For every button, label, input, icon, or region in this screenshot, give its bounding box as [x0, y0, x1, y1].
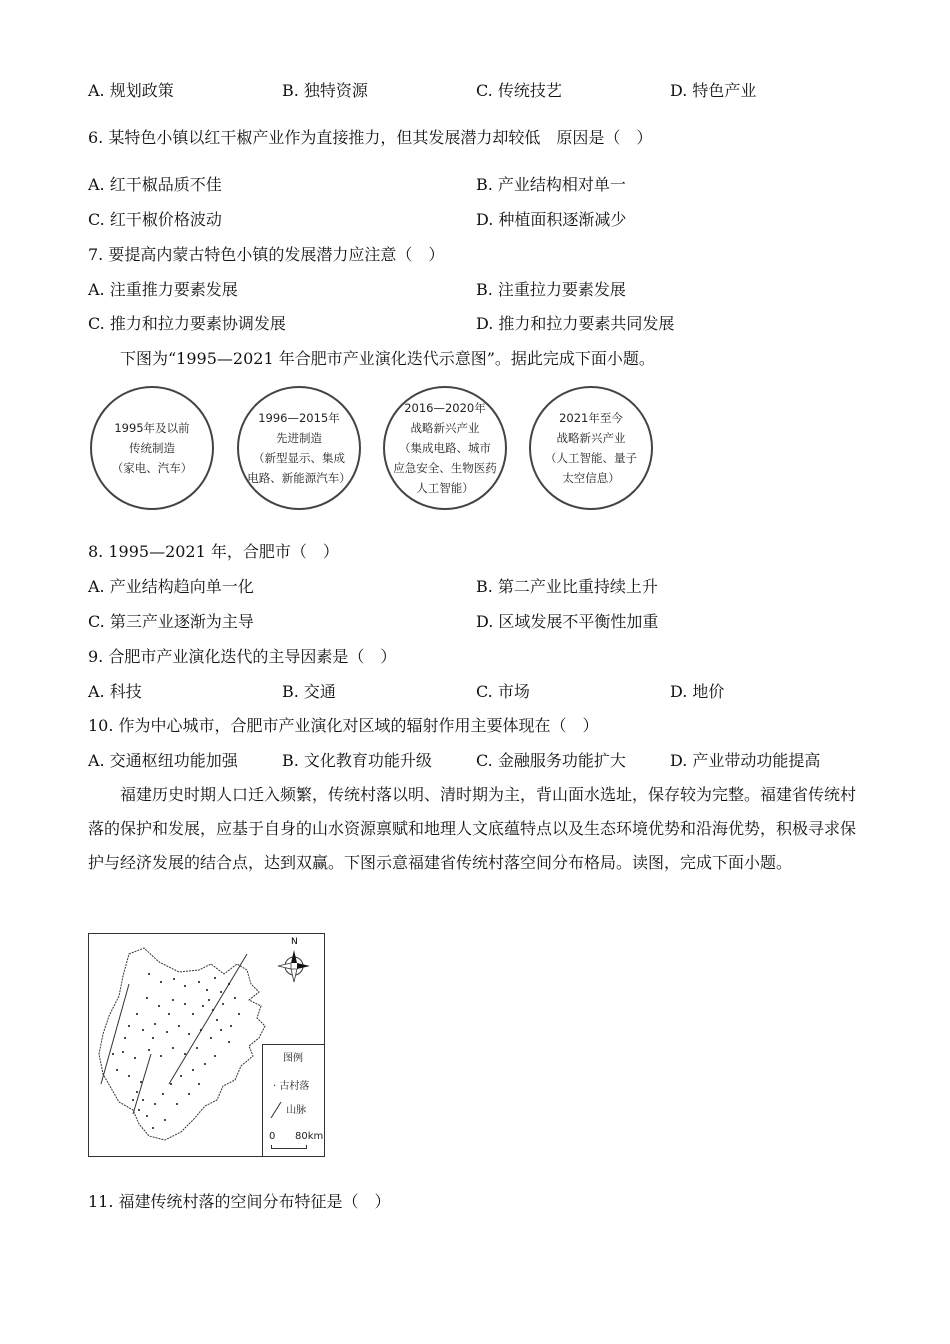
- mountain-line-1: [101, 984, 129, 1084]
- circle-4-line-4: 太空信息）: [562, 471, 620, 485]
- scale-zero: 0: [269, 1131, 276, 1142]
- legend-mountain-label: 山脉: [286, 1105, 307, 1116]
- mountain-line-3: [133, 1054, 151, 1114]
- q7-option-c: C. 推力和拉力要素协调发展: [88, 314, 286, 333]
- map-legend: [262, 1044, 324, 1156]
- q10-option-a: A. 交通枢纽功能加强: [88, 751, 238, 770]
- q10-option-b: B. 文化教育功能升级: [282, 751, 432, 770]
- q9-option-d: D. 地价: [670, 682, 725, 701]
- village-dot-icon: ·: [273, 1081, 277, 1092]
- legend-mountain-row: [269, 1101, 306, 1119]
- legend-village-row: [273, 1077, 309, 1092]
- circle-3-line-5: 人工智能）: [416, 481, 474, 495]
- q8-option-c: C. 第三产业逐渐为主导: [88, 612, 254, 631]
- q6-option-d: D. 种植面积逐渐减少: [476, 210, 627, 229]
- q7-option-b: B. 注重拉力要素发展: [476, 280, 626, 299]
- q7-option-d: D. 推力和拉力要素共同发展: [476, 314, 675, 333]
- stage-circle-2: [237, 386, 361, 510]
- circle-1-line-1: 1995年及以前: [114, 421, 190, 435]
- north-arrow: [278, 950, 310, 982]
- q11-stem: 11. 福建传统村落的空间分布特征是（ ）: [88, 1192, 391, 1211]
- q8-option-d: D. 区域发展不平衡性加重: [476, 612, 659, 631]
- mountain-line-2: [169, 954, 247, 1084]
- circle-4-line-1: 2021年至今: [559, 411, 623, 425]
- q7-stem: 7. 要提高内蒙古特色小镇的发展潜力应注意（ ）: [88, 245, 445, 264]
- q10-option-d: D. 产业带动功能提高: [670, 751, 821, 770]
- q9-option-a: A. 科技: [88, 682, 142, 701]
- q5-option-b: B. 独特资源: [282, 81, 368, 100]
- circle-4-line-2: 战略新兴产业: [556, 431, 626, 445]
- scale-max: 80km: [295, 1131, 324, 1142]
- q8-option-b: B. 第二产业比重持续上升: [476, 577, 658, 596]
- circle-2-line-3: （新型显示、集成: [253, 451, 345, 465]
- q7-option-a: A. 注重推力要素发展: [88, 280, 238, 299]
- village-dots: [112, 973, 240, 1129]
- q6-option-b: B. 产业结构相对单一: [476, 175, 626, 194]
- q5-option-a: A. 规划政策: [88, 81, 174, 100]
- q8-stem: 8. 1995—2021 年，合肥市（ ）: [88, 542, 339, 561]
- q10-stem: 10. 作为中心城市，合肥市产业演化对区域的辐射作用主要体现在（ ）: [88, 716, 599, 735]
- scale-line: [271, 1145, 307, 1149]
- stage-circle-3: [383, 386, 507, 510]
- q5-option-d: D. 特色产业: [670, 81, 757, 100]
- circle-1-line-2: 传统制造: [129, 441, 175, 455]
- circle-2-line-1: 1996—2015年: [258, 411, 340, 425]
- q6-stem: 6. 某特色小镇以红干椒产业作为直接推力，但其发展潜力却较低 原因是（ ）: [88, 128, 653, 147]
- stage-circle-1: [90, 386, 214, 510]
- scale-bar: [269, 1131, 324, 1151]
- north-label: N: [291, 937, 298, 947]
- fujian-intro: [88, 778, 858, 880]
- q8-option-a: A. 产业结构趋向单一化: [88, 577, 254, 596]
- circle-2-line-4: 电路、新能源汽车）: [247, 471, 351, 485]
- fujian-intro-text: 福建历史时期人口迁入频繁，传统村落以明、清时期为主，背山面水选址，保存较为完整。福建省传统村落的保护和发展，应基于自身的山水资源禀赋和地理人文底蕴特点以及生态环境优势和沿海优势，积极寻求保护与经济发展的结合点，达到双赢。下图示意福建省传统村落空间分布格局。读图，完成下面小题。: [88, 785, 857, 872]
- hefei-intro: 下图为“1995—2021 年合肥市产业演化迭代示意图”。据此完成下面小题。: [120, 349, 655, 368]
- circle-3-line-3: （集成电路、城市: [399, 441, 491, 455]
- stage-circle-4: [529, 386, 653, 510]
- q9-stem: 9. 合肥市产业演化迭代的主导因素是（ ）: [88, 647, 397, 666]
- circle-2-line-2: 先进制造: [276, 431, 322, 445]
- circle-3-line-1: 2016—2020年: [404, 401, 486, 415]
- q6-option-a: A. 红干椒品质不佳: [88, 175, 222, 194]
- q6-option-c: C. 红干椒价格波动: [88, 210, 222, 229]
- circle-4-line-3: （人工智能、量子: [545, 451, 637, 465]
- q10-option-c: C. 金融服务功能扩大: [476, 751, 626, 770]
- legend-village-label: 古村落: [279, 1081, 310, 1092]
- legend-title: 图例: [283, 1053, 303, 1064]
- q5-option-c: C. 传统技艺: [476, 81, 562, 100]
- circle-3-line-2: 战略新兴产业: [410, 421, 480, 435]
- mountain-line-icon: [269, 1101, 283, 1119]
- province-outline: [99, 948, 265, 1140]
- circle-3-line-4: 应急安全、生物医药: [393, 461, 497, 475]
- circle-1-line-3: （家电、汽车）: [111, 461, 193, 475]
- q9-option-b: B. 交通: [282, 682, 336, 701]
- q9-option-c: C. 市场: [476, 682, 530, 701]
